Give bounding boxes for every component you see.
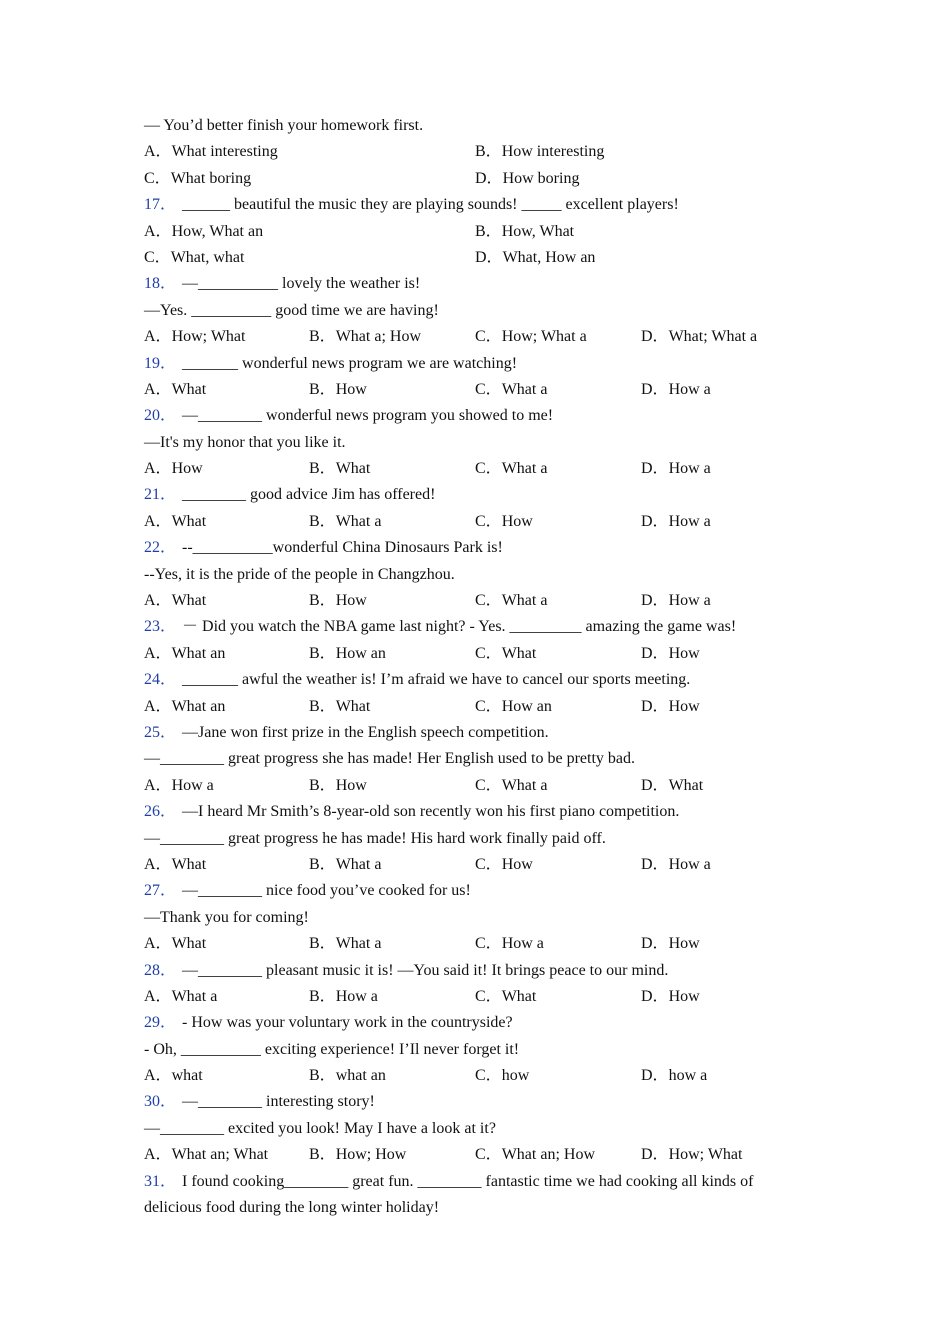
question-number: 22． xyxy=(144,539,177,557)
question-text: —________ pleasant music it is! —You said it! It brings peace to our mind. xyxy=(182,961,669,979)
option-a: A．What xyxy=(144,512,207,530)
option-b: B．How a xyxy=(309,987,378,1005)
question-text: —Jane won first prize in the English speech competition. xyxy=(182,723,549,741)
option-b: B．How; How xyxy=(309,1146,407,1164)
option-row xyxy=(144,1063,804,1089)
question-text: —________ interesting story! xyxy=(182,1093,375,1111)
option-row xyxy=(144,588,804,614)
option-a: A．What interesting xyxy=(144,143,278,161)
option-row xyxy=(144,324,804,350)
question-number: 25． xyxy=(144,723,177,741)
question-number: 19． xyxy=(144,354,177,372)
option-a: A．What an; What xyxy=(144,1146,269,1164)
dialogue-line xyxy=(144,1037,804,1063)
question-block xyxy=(144,1089,804,1168)
option-row xyxy=(144,509,804,535)
option-c: C．What a xyxy=(475,776,548,794)
question-block xyxy=(144,799,804,878)
option-c: C．What boring xyxy=(144,169,252,187)
option-c: C．What xyxy=(475,987,537,1005)
question-stem xyxy=(144,1010,804,1036)
question-stem xyxy=(144,667,804,693)
question-text: —________ excited you look! May I have a look at it? xyxy=(144,1119,496,1137)
question-text: ________ good advice Jim has offered! xyxy=(182,486,436,504)
option-b: B．How, What xyxy=(475,222,575,240)
question-text: - Oh, __________ exciting experience! I’Il never forget it! xyxy=(144,1040,520,1058)
option-a: A．What a xyxy=(144,987,218,1005)
option-c: C．How a xyxy=(475,935,544,953)
question-text: —Yes. __________ good time we are having! xyxy=(144,301,439,319)
dialogue-line xyxy=(144,430,804,456)
dialogue-line: — You’d better finish your homework first. xyxy=(144,117,424,134)
option-a: A．What an xyxy=(144,697,226,715)
option-row xyxy=(144,139,804,165)
option-b: B．What a xyxy=(309,512,382,530)
dialogue-line xyxy=(144,562,804,588)
question-stem xyxy=(144,482,804,508)
dialogue-line xyxy=(144,905,804,931)
option-a: A．How xyxy=(144,460,203,478)
option-row xyxy=(144,694,804,720)
option-d: D．How boring xyxy=(475,169,580,187)
option-b: B．What xyxy=(309,460,371,478)
question-text: —________ wonderful news program you showed to me! xyxy=(182,407,554,425)
question-block xyxy=(144,667,804,720)
option-c: C．How xyxy=(475,512,533,530)
question-text: —________ great progress he has made! His hard work finally paid off. xyxy=(144,829,606,847)
question-block xyxy=(144,720,804,799)
question-number: 28． xyxy=(144,961,177,979)
question-text: —I heard Mr Smith’s 8-year-old son recently won his first piano competition. xyxy=(182,803,680,821)
option-d: D．How a xyxy=(641,592,711,610)
question-text: - How was your voluntary work in the countryside? xyxy=(182,1014,513,1032)
option-row xyxy=(144,931,804,957)
option-a: A．How; What xyxy=(144,328,246,346)
question-31 xyxy=(144,1169,789,1222)
option-a: A．How a xyxy=(144,776,214,794)
option-c: C．What an; How xyxy=(475,1146,595,1164)
option-b: B．what an xyxy=(309,1067,386,1085)
option-row xyxy=(144,166,804,192)
option-d: D．How xyxy=(641,644,700,662)
option-b: B．What xyxy=(309,697,371,715)
option-a: A．What xyxy=(144,855,207,873)
question-number: 17． xyxy=(144,196,177,214)
question-block xyxy=(144,878,804,957)
option-b: B．How interesting xyxy=(475,143,605,161)
question-stem xyxy=(144,351,804,377)
option-c: C．What a xyxy=(475,592,548,610)
question-block xyxy=(144,1010,804,1089)
option-d: D．How a xyxy=(641,855,711,873)
question-block xyxy=(144,535,804,614)
option-c: C．How; What a xyxy=(475,328,587,346)
question-text: --__________wonderful China Dinosaurs Park is! xyxy=(182,539,503,557)
option-row xyxy=(144,377,804,403)
option-c: C．What a xyxy=(475,460,548,478)
option-row xyxy=(144,984,804,1010)
option-b: B．What a xyxy=(309,935,382,953)
dialogue-line xyxy=(144,298,804,324)
question-stem xyxy=(144,403,804,429)
option-d: D．What, How an xyxy=(475,248,596,266)
question-stem xyxy=(144,799,804,825)
option-d: D．How a xyxy=(641,380,711,398)
option-d: D．How xyxy=(641,987,700,1005)
question-number: 24． xyxy=(144,671,177,689)
dialogue-line xyxy=(144,1116,804,1142)
question-text: —Thank you for coming! xyxy=(144,908,309,926)
option-d: D．What xyxy=(641,776,704,794)
option-b: B．How xyxy=(309,776,367,794)
question-text: —It's my honor that you like it. xyxy=(144,433,346,451)
option-c: C．What, what xyxy=(144,248,245,266)
question-stem xyxy=(144,535,804,561)
question-text: —__________ lovely the weather is! xyxy=(182,275,421,293)
question-number: 29． xyxy=(144,1014,177,1032)
option-d: D．How; What xyxy=(641,1146,743,1164)
option-a: A．How, What an xyxy=(144,222,264,240)
question-block xyxy=(144,614,804,667)
question-number: 27． xyxy=(144,882,177,900)
question-text: _______ wonderful news program we are watching! xyxy=(182,354,518,372)
questions-container xyxy=(144,192,804,1168)
option-b: B．What a xyxy=(309,855,382,873)
dialogue-line xyxy=(144,746,804,772)
question-block xyxy=(144,958,804,1011)
question-stem xyxy=(144,1089,804,1115)
option-c: C．How xyxy=(475,855,533,873)
question-number: 30． xyxy=(144,1093,177,1111)
dialogue-line xyxy=(144,826,804,852)
question-text: —________ great progress she has made! Her English used to be pretty bad. xyxy=(144,750,635,768)
question-text: － Did you watch the NBA game last night? - Yes. _________ amazing the game was! xyxy=(182,618,737,636)
question-number: 20． xyxy=(144,407,177,425)
question-text: I found cooking________ great fun. ________ fantastic time we had cooking all kinds of delicious food during the long winter holiday! xyxy=(144,1172,754,1217)
question-stem xyxy=(144,271,804,297)
question-block xyxy=(144,403,804,482)
question-stem xyxy=(144,614,804,640)
question-block xyxy=(144,271,804,350)
question-text: ______ beautiful the music they are playing sounds! _____ excellent players! xyxy=(182,196,679,214)
option-row xyxy=(144,641,804,667)
question-block xyxy=(144,351,804,404)
option-a: A．What xyxy=(144,380,207,398)
option-row xyxy=(144,1142,804,1168)
option-c: C．What a xyxy=(475,380,548,398)
option-row xyxy=(144,852,804,878)
option-a: A．What xyxy=(144,592,207,610)
question-stem xyxy=(144,720,804,746)
question-stem xyxy=(144,192,804,218)
option-c: C．how xyxy=(475,1067,530,1085)
question-number: 23． xyxy=(144,618,177,636)
option-row xyxy=(144,245,804,271)
question-number: 26． xyxy=(144,803,177,821)
option-a: A．What an xyxy=(144,644,226,662)
option-b: B．How xyxy=(309,380,367,398)
option-d: D．How a xyxy=(641,460,711,478)
question-block xyxy=(144,192,804,271)
option-c: C．What xyxy=(475,644,537,662)
option-row xyxy=(144,219,804,245)
question-text: —________ nice food you’ve cooked for us! xyxy=(182,882,471,900)
question-text: --Yes, it is the pride of the people in Changzhou. xyxy=(144,565,455,583)
question-number: 31． xyxy=(144,1172,177,1190)
option-row xyxy=(144,773,804,799)
option-b: B．What a; How xyxy=(309,328,421,346)
question-stem xyxy=(144,958,804,984)
option-c: C．How an xyxy=(475,697,552,715)
question-block xyxy=(144,482,804,535)
question-list xyxy=(144,113,804,1221)
option-b: B．How xyxy=(309,592,367,610)
question-number: 18． xyxy=(144,275,177,293)
option-a: A．what xyxy=(144,1067,203,1085)
option-d: D．how a xyxy=(641,1067,708,1085)
option-a: A．What xyxy=(144,935,207,953)
question-text: _______ awful the weather is! I’m afraid we have to cancel our sports meeting. xyxy=(182,671,691,689)
option-d: D．How xyxy=(641,935,700,953)
option-d: D．How a xyxy=(641,512,711,530)
option-d: D．What; What a xyxy=(641,328,758,346)
option-row xyxy=(144,456,804,482)
question-stem xyxy=(144,878,804,904)
question-number: 21． xyxy=(144,486,177,504)
option-d: D．How xyxy=(641,697,700,715)
option-b: B．How an xyxy=(309,644,386,662)
